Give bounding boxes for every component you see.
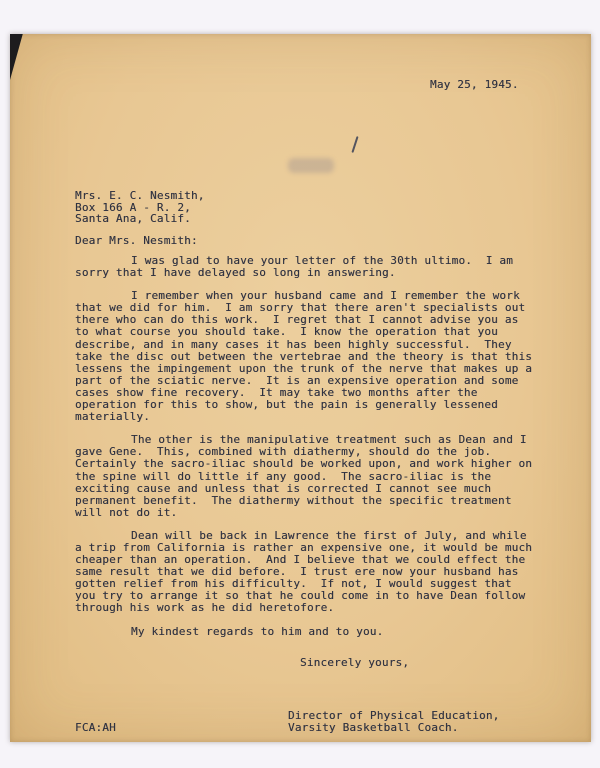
- recipient-line: Box 166 A - R. 2,: [75, 200, 191, 214]
- letter-body: [75, 255, 537, 649]
- letter-date: May 25, 1945.: [430, 78, 519, 91]
- scan-corner-artifact: [10, 34, 32, 80]
- recipient-line: Mrs. E. C. Nesmith,: [75, 189, 205, 202]
- signature-line: Varsity Basketball Coach.: [288, 720, 459, 734]
- recipient-address: [75, 190, 205, 225]
- paragraph: The other is the manipulative treatment such as Dean and I gave Gene. This, combined with diathermy, should do the job. Certainly the sacro-iliac should be worked upon, and work higher on the spine will do little if any good. The sacro-iliac is the exciting cause and unless that is corrected I cannot see much permanent benefit. The diathermy without the specific treatment will not do it.: [75, 433, 539, 519]
- letter-paper: [10, 34, 591, 742]
- salutation: Dear Mrs. Nesmith:: [75, 234, 198, 247]
- ink-smudge: [288, 158, 334, 173]
- signature-line: Director of Physical Education,: [288, 709, 500, 722]
- paragraph: I was glad to have your letter of the 30th ultimo. I am sorry that I have delayed so long in answering.: [75, 254, 520, 280]
- signature-block: [288, 710, 500, 733]
- pen-mark: [351, 136, 358, 153]
- paragraph: Dean will be back in Lawrence the first of July, and while a trip from California is rather an expensive one, it would be much cheaper than an operation. And I believe that we could effect the same result that we did before. I trust ere now your husband has gotten relief from his difficulty. If not, I would suggest that you try to arrange it so that he could come in to have Dean follow through his work as he did heretofore.: [75, 528, 539, 615]
- typist-initials: FCA:AH: [75, 721, 116, 734]
- paragraph: I remember when your husband came and I remember the work that we did for him. I am sorry that there aren't specialists out there who can do this work. I regret that I cannot advise you as to what course you should take. I know the operation that you describe, and in many cases it has been highly successful. They take the disc out between the vertebrae and the theory is that this lessens the impingement upon the trunk of the nerve that makes up a part of the sciatic nerve. It is an expensive operation and some cases show fine recovery. It may take two months after the operation for this to show, but the pain is generally lessened materially.: [75, 289, 539, 424]
- recipient-line: Santa Ana, Calif.: [75, 212, 191, 226]
- paragraph: My kindest regards to him and to you.: [131, 624, 384, 638]
- closing: Sincerely yours,: [300, 656, 410, 669]
